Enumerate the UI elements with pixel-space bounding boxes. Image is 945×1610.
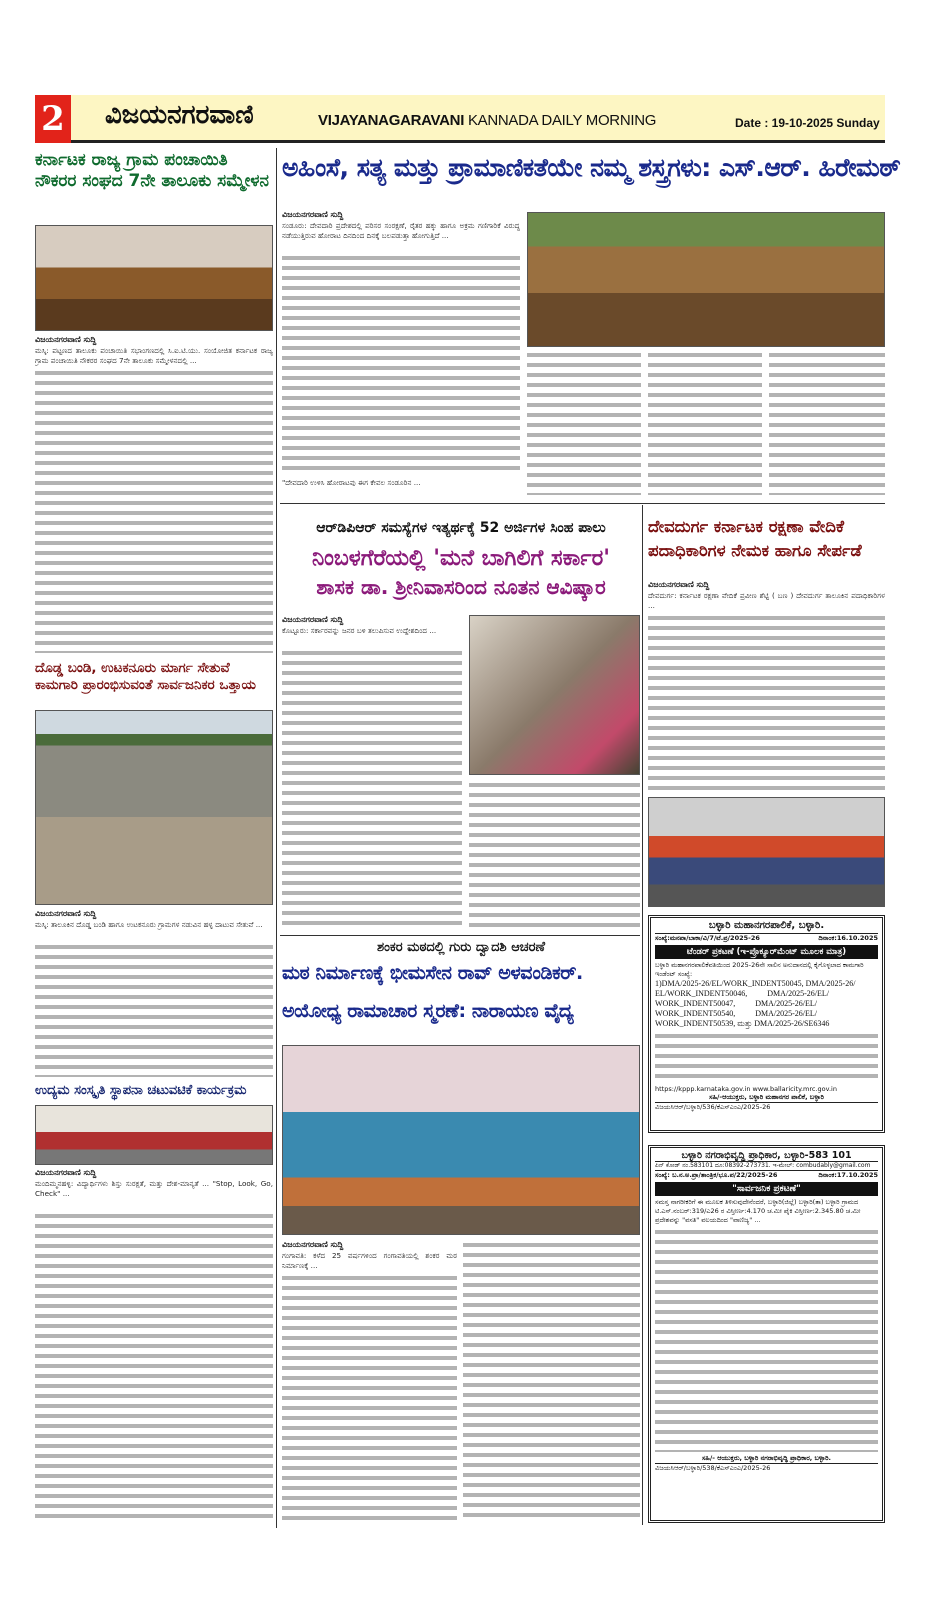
public-notice [648,1145,885,1523]
indent-list [655,979,878,1029]
headline: ಉದ್ಯಮ ಸಂಸ್ಕೃತಿ ಸ್ಥಾಪನಾ ಚಟುವಟಿಕೆ ಕಾರ್ಯಕ್ರಮ [35,1083,247,1098]
notice-ref: ಸಂಖ್ಯೆ: ಬ.ನ.ಅ.ಪ್ರಾ/ತಾಂತ್ರಿಕ/ಭೂ.ಪ/22/2025-26 [655,1171,778,1179]
headline: ದೇವದುರ್ಗ ಕರ್ನಾಟಕ ರಕ್ಷಣಾ ವೇದಿಕೆ ಪದಾಧಿಕಾರಿಗಳ ನೇಮಕ ಹಾಗೂ ಸೇರ್ಪಡೆ [648,517,862,560]
notice-intro: ಸಮಸ್ತ ನಾಗರೀಕರಿಗೆ ಈ ಮೂಲಕ ತಿಳಿಸುವುದೇನೆಂದರೆ, ಬಳ್ಳಾರಿ(ಜಿಲ್ಲೆ) ಬಳ್ಳಾರಿ(ತಾ) ಬಳ್ಳಾರಿ ಗ್ರಾಮದ ಟಿ.ಎಸ್.ನಂಬರ್:319/ಎ26 ರ ವಿಸ್ತೀರ್ಣ:4.170 ಚ.ಮೀ ಪೈಕಿ ವಿಸ್ತೀರ್ಣ:2.345.80 ಚ.ಮೀ ಪ್ರದೇಶವನ್ನು "ವಸತಿ" ವಲಯದಿಂದ "ವಾಣಿಜ್ಯ" ... [655,1198,861,1224]
kicker: ಶಂಕರ ಮಠದಲ್ಲಿ ಗುರು ದ್ವಾದಶಿ ಆಚರಣೆ [377,940,545,955]
byline: ವಿಜಯನಗರವಾಣಿ ಸುದ್ದಿ [35,335,97,344]
article-body [282,648,462,930]
notice-body [655,1031,878,1083]
indent-line: WORK_INDENT50540, DMA/2025-26/EL/ [655,1009,817,1018]
article-body [769,350,885,495]
indent-line: WORK_INDENT50047, DMA/2025-26/EL/ [655,999,817,1008]
article-lead: ಸಂಡೂರು: ದೇವದಾರಿ ಪ್ರದೇಶದಲ್ಲಿ ಪರಿಸರ ಸಂರಕ್ಷಣೆ, ರೈತರ ಹಕ್ಕು ಹಾಗೂ ಅಕ್ರಮ ಗಣಿಗಾರಿಕೆ ವಿರುದ್ಧ ನಡೆಯುತ್ತಿರುವ ಹೋರಾಟ ದಿನದಿಂದ ದಿನಕ್ಕೆ ಬಲಪಡುತ್ತಾ ಹೋಗುತ್ತಿದೆ ... [282,221,520,240]
article-photo [35,1105,273,1165]
notice-signature: ಸಹಿ/-ಆಯುಕ್ತರು, ಬಳ್ಳಾರಿ ಮಹಾನಗರ ಪಾಲಿಕೆ, ಬಳ್ಳಾರಿ [709,1093,824,1101]
notice-org: ಬಳ್ಳಾರಿ ನಗರಾಭಿವೃದ್ಧಿ ಪ್ರಾಧಿಕಾರ, ಬಳ್ಳಾರಿ-583 101 [681,1150,852,1161]
notice-code: ವಿಜಯಸಿಆರ್/ಬಳ್ಳಾರಿ/538/ಕೆಎಸ್‌ಎಂಎ/2025-26 [655,1463,878,1473]
notice-url[interactable]: https://kppp.karnataka.gov.in www.ballaricity.mrc.gov.in [655,1085,837,1093]
article-photo [35,225,273,331]
article-lead: ಮಸ್ಕಿ: ತಾಲೂಕಿನ ದೊಡ್ಡ ಬಂಡಿ ಹಾಗೂ ಉಟಕನೂರು ಗ್ರಾಮಗಳ ನಡುವಿನ ಹಳ್ಳ ದಾಟುವ ಸೇತುವೆ ... [35,920,263,929]
article-lead: ಕೊಟ್ಟೂರು: ಸರ್ಕಾರವನ್ನು ಜನರ ಬಳಿ ತಲುಪಿಸುವ ಉದ್ದೇಶದಿಂದ ... [282,626,437,635]
byline: ವಿಜಯನಗರವಾಣಿ ಸುದ್ದಿ [282,615,344,624]
article-quote: "ದೇವದಾರಿ ಉಳಿಸಿ ಹೋರಾಟವು ಈಗ ಕೇವಲ ಸಂಡೂರಿನ ... [282,478,421,487]
indent-line: 1)DMA/2025-26/EL/WORK_INDENT50045, DMA/2025-26/ [655,979,856,988]
issue-date: Date : 19-10-2025 Sunday [735,116,880,130]
section-divider [280,503,885,504]
article-body [282,1273,457,1523]
kicker: ಆರ್‌ಡಿಪಿಆರ್ ಸಮಸ್ಯೆಗಳ ಇತ್ಯರ್ಥಕ್ಕೆ 52 ಅರ್ಜಿಗಳ ಸಿಂಹ ಪಾಲು [316,520,606,536]
column-divider [276,148,277,1528]
notice-ref-row [655,933,878,943]
notice-date: ದಿನಾಂಕ:17.10.2025 [818,1171,878,1179]
notice-body [655,1227,878,1452]
article-lead: ದೇವದುರ್ಗ: ಕರ್ನಾಟಕ ರಕ್ಷಣಾ ವೇದಿಕೆ ಪ್ರವೀಣ ಶೆಟ್ಟಿ ( ಬಣ ) ದೇವದುರ್ಗ ತಾಲೂಕಿನ ಪದಾಧಿಕಾರಿಗಳ ... [648,591,885,610]
article-body [648,350,762,495]
byline: ವಿಜಯನಗರವಾಣಿ ಸುದ್ದಿ [648,580,710,589]
article-body [648,613,885,793]
english-title [318,112,656,129]
headline: ನಿಂಬಳಗೆರೆಯಲ್ಲಿ 'ಮನೆ ಬಾಗಿಲಿಗೆ ಸರ್ಕಾರ' [311,546,611,571]
article-photo [527,212,885,347]
article-photo [282,1045,640,1235]
column-divider [642,505,643,1525]
byline: ವಿಜಯನಗರವಾಣಿ ಸುದ್ದಿ [282,210,344,219]
notice-org: ಬಳ್ಳಾರಿ ಮಹಾನಗರಪಾಲಿಕೆ, ಬಳ್ಳಾರಿ. [708,920,825,931]
page-number: 2 [35,95,71,143]
article-body [469,780,640,930]
notice-ref-row [655,1170,878,1180]
headline: ದೊಡ್ಡ ಬಂಡಿ, ಉಟಕನೂರು ಮಾರ್ಗ ಸೇತುವೆ ಕಾಮಗಾರಿ ಪ್ರಾರಂಭಿಸುವಂತೆ ಸಾರ್ವಜನಿಕರ ಒತ್ತಾಯ [35,660,256,693]
byline: ವಿಜಯನಗರವಾಣಿ ಸುದ್ದಿ [282,1240,344,1249]
article-body [35,942,273,1077]
article-lead: ಮಂದಿಮ್ಮನಹಳ್ಳಿ: ವಿದ್ಯಾರ್ಥಿಗಳು ಶಿಸ್ತು ಸುರಕ್ಷತೆ, ಮತ್ತು ದೇಶ-ಮಾನ್ಯತೆ ... "Stop, Look, Go, Check" ... [35,1179,273,1198]
headline: ಅಯೋಧ್ಯ ರಾಮಾಚಾರ ಸ್ಮರಣೆ: ನಾರಾಯಣ ವೈದ್ಯ [282,1000,574,1022]
article-photo [469,615,640,775]
indent-line: WORK_INDENT50539, ಮತ್ತು DMA/2025-26/SE6346 [655,1019,830,1028]
tagline: KANNADA DAILY MORNING [467,112,657,129]
headline: ಕರ್ನಾಟಕ ರಾಜ್ಯ ಗ್ರಾಮ ಪಂಚಾಯಿತಿ ನೌಕರರ ಸಂಘದ 7ನೇ ತಾಲೂಕು ಸಮ್ಮೇಳನ [35,150,269,192]
notice-code: ವಿಜಯಸಿಆರ್/ಬಳ್ಳಾರಿ/536/ಕೆಎಸ್‌ಎಂಎ/2025-26 [655,1102,878,1112]
notice-ref: ಸಂಖ್ಯೆ:ಮನಪಾ/ಬಾಕಾ/ವಿ/7/ಟೆ.ಪ್ರ/2025-26 [655,934,760,942]
notice-intro: ಬಳ್ಳಾರಿ ಮಹಾನಗರಪಾಲಿಕೆವತಿಯಿಂದ 2025-26ನೇ ಸಾಲಿನ ಅನುದಾನದಲ್ಲಿ ಕೈಗೊಳ್ಳಲಾದ ಕಾಮಗಾರಿ ಇಂಡೆಂಟ್ ಸಂಖ್ಯೆ: [655,961,864,978]
notice-signature: ಸಹಿ/- ಆಯುಕ್ತರು, ಬಳ್ಳಾರಿ ನಗರಾಭಿವೃದ್ಧಿ ಪ್ರಾಧಿಕಾರ, ಬಳ್ಳಾರಿ. [701,1454,832,1462]
indent-line: EL/WORK_INDENT50046, DMA/2025-26/EL/ [655,989,829,998]
article-body [282,253,520,475]
byline: ವಿಜಯನಗರವಾಣಿ ಸುದ್ದಿ [35,909,97,918]
article-body [35,1211,273,1521]
section-divider [280,935,640,936]
tender-notice [648,915,885,1133]
byline: ವಿಜಯನಗರವಾಣಿ ಸುದ್ದಿ [35,1168,97,1177]
notice-title: "ಸಾರ್ವಜನಿಕ ಪ್ರಕಟಣೆ" [655,1182,878,1196]
article-lead: ಮಸ್ಕಿ: ಪಟ್ಟಣದ ತಾಲೂಕು ಪಂಚಾಯಿತಿ ಸಭಾಂಗಣದಲ್ಲಿ ಸಿ.ಐ.ಟಿ.ಯು. ಸಂಯೋಜಿತ ಕರ್ನಾಟಕ ರಾಜ್ಯ ಗ್ರಾಮ ಪಂಚಾಯಿತಿ ನೌಕರರ ಸಂಘದ 7ನೇ ತಾಲೂಕು ಸಮ್ಮೇಳನದಲ್ಲಿ ... [35,346,273,365]
article-body [527,350,641,495]
notice-title: ಟೆಂಡರ್ ಪ್ರಕಟಣೆ (ಇ-ಪ್ರೊಕ್ಯೂರ್‌ಮೆಂಟ್ ಮೂಲಕ ಮಾತ್ರ) [655,945,878,959]
article-photo [648,797,885,907]
article-body [35,368,273,653]
headline: ಅಹಿಂಸೆ, ಸತ್ಯ ಮತ್ತು ಪ್ರಾಮಾಣಿಕತೆಯೇ ನಮ್ಮ ಶಸ್ತ್ರಗಳು: ಎಸ್.ಆರ್. ಹಿರೇಮಠ್ [282,153,901,182]
article-body [463,1240,640,1523]
headline: ಮಠ ನಿರ್ಮಾಣಕ್ಕೆ ಭೀಮಸೇನ ರಾವ್ ಅಳವಂಡಿಕರ್. [282,962,583,984]
article-photo [35,710,273,905]
masthead: ವಿಜಯನಗರವಾಣಿ [105,100,254,130]
notice-date: ದಿನಾಂಕ:16.10.2025 [818,934,878,942]
headline: ಶಾಸಕ ಡಾ. ಶ್ರೀನಿವಾಸರಿಂದ ನೂತನ ಆವಿಷ್ಕಾರ [316,575,606,599]
paper-name: VIJAYANAGARAVANI [318,112,465,129]
notice-contact: ಪಿನ್ ಕೋಡ್ ನಂ.583101 ದೂ:08392-273731. ಇ-ಮೇಲ್: combudably@gmail.com [655,1161,878,1170]
article-lead: ಗಂಗಾವತಿ: ಕಳೆದ 25 ವರ್ಷಗಳಿಂದ ಗಂಗಾವತಿಯಲ್ಲಿ ಶಂಕರ ಮಠ ನಿರ್ಮಾಣಕ್ಕೆ ... [282,1251,457,1270]
